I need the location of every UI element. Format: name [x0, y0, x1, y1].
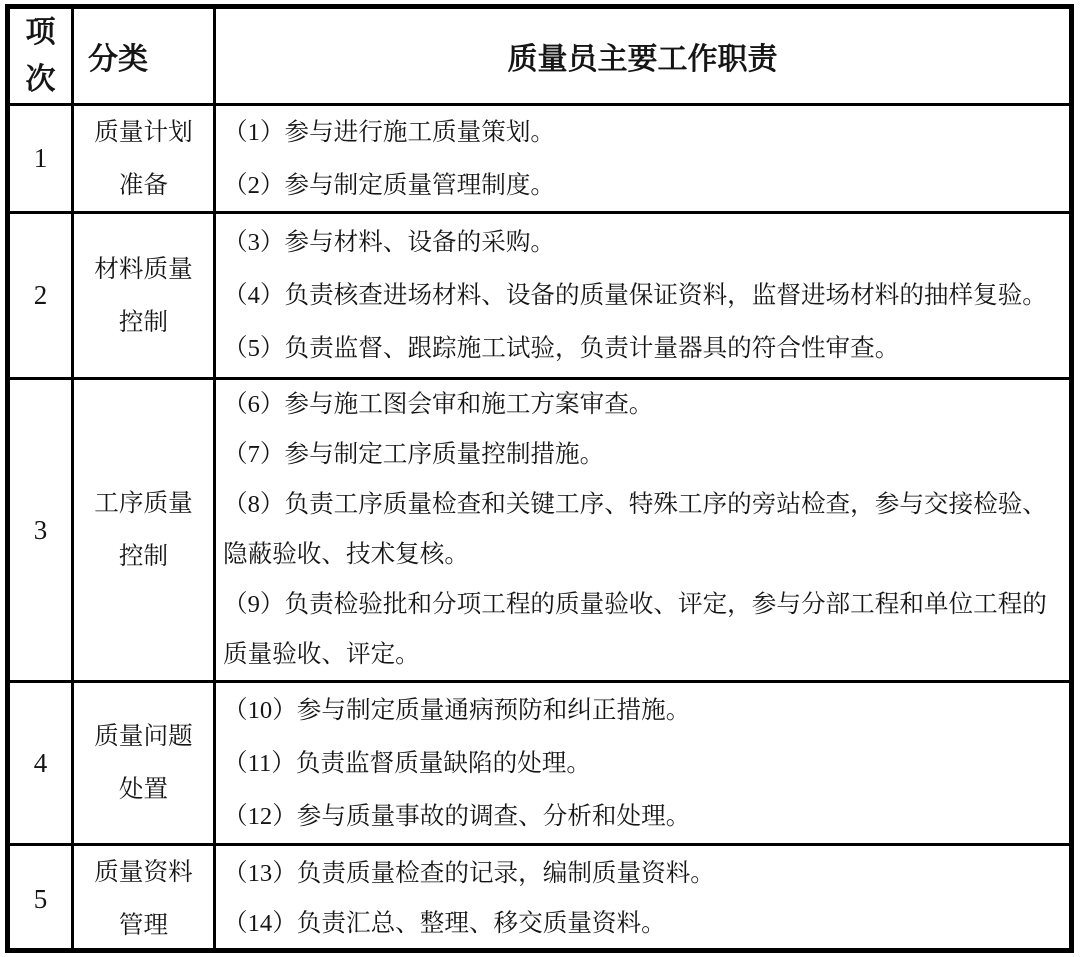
row-number-cell [10, 106, 74, 211]
category-label: 质量计划准备 [94, 118, 193, 199]
row-number-cell [10, 380, 74, 680]
duties-cell [216, 214, 1069, 377]
category-cell [74, 683, 216, 843]
duties-cell [216, 846, 1069, 952]
quality-duties-table [5, 4, 1074, 953]
duty-item: （10）参与制定质量通病预防和纠正措施。 [223, 696, 691, 724]
duty-item: （2）参与制定质量管理制度。 [223, 171, 556, 199]
duty-item: （6）参与施工图会审和施工方案审查。 [223, 391, 654, 418]
row-number: 5 [33, 883, 48, 914]
duty-item: （14）负责汇总、整理、移交质量资料。 [223, 910, 666, 937]
duty-item: （4）负责核查进场材料、设备的质量保证资料，监督进场材料的抽样复验。 [223, 282, 1047, 309]
category-label: 质量资料管理 [94, 859, 193, 939]
duties-cell [216, 683, 1069, 843]
category-cell [74, 106, 216, 211]
row-number-cell [10, 683, 74, 843]
column-header-duties-label: 质量员主要工作职责 [507, 43, 778, 76]
category-label: 材料质量控制 [94, 255, 193, 336]
category-cell [74, 214, 216, 377]
duty-item: （3）参与材料、设备的采购。 [223, 229, 556, 256]
row-number: 1 [33, 143, 48, 173]
table-row [10, 846, 1069, 952]
duty-item: （5）负责监督、跟踪施工试验，负责计量器具的符合性审查。 [223, 335, 900, 362]
duty-item: （9）负责检验批和分项工程的质量验收、评定，参与分部工程和单位工程的质量验收、评定。 [223, 591, 1047, 668]
column-header-duties [216, 9, 1069, 103]
row-number-cell [10, 214, 74, 377]
table-row [10, 106, 1069, 214]
table-row [10, 683, 1069, 846]
column-header-category-label: 分类 [88, 43, 148, 76]
duties-cell [216, 380, 1069, 680]
duty-item: （13）负责质量检查的记录，编制质量资料。 [223, 860, 715, 887]
duty-item: （1）参与进行施工质量策划。 [223, 118, 556, 146]
duty-item: （11）负责监督质量缺陷的处理。 [223, 749, 591, 777]
category-cell [74, 846, 216, 952]
category-label: 质量问题处置 [94, 723, 193, 803]
column-header-item-no [10, 9, 74, 103]
duty-item: （12）参与质量事故的调查、分析和处理。 [223, 802, 691, 830]
column-header-category [74, 9, 216, 103]
category-cell [74, 380, 216, 680]
category-label: 工序质量控制 [94, 490, 193, 570]
column-header-item-no-label: 项次 [25, 16, 56, 96]
row-number: 3 [33, 514, 48, 545]
duty-item: （8）负责工序质量检查和关键工序、特殊工序的旁站检查，参与交接检验、隐蔽验收、技术复核。 [223, 491, 1047, 568]
row-number: 2 [33, 280, 48, 310]
table-row [10, 214, 1069, 380]
table-row [10, 380, 1069, 683]
duty-item: （7）参与制定工序质量控制措施。 [223, 441, 605, 468]
duties-cell [216, 106, 1069, 211]
row-number: 4 [33, 747, 48, 778]
table-header-row [10, 9, 1069, 106]
row-number-cell [10, 846, 74, 952]
